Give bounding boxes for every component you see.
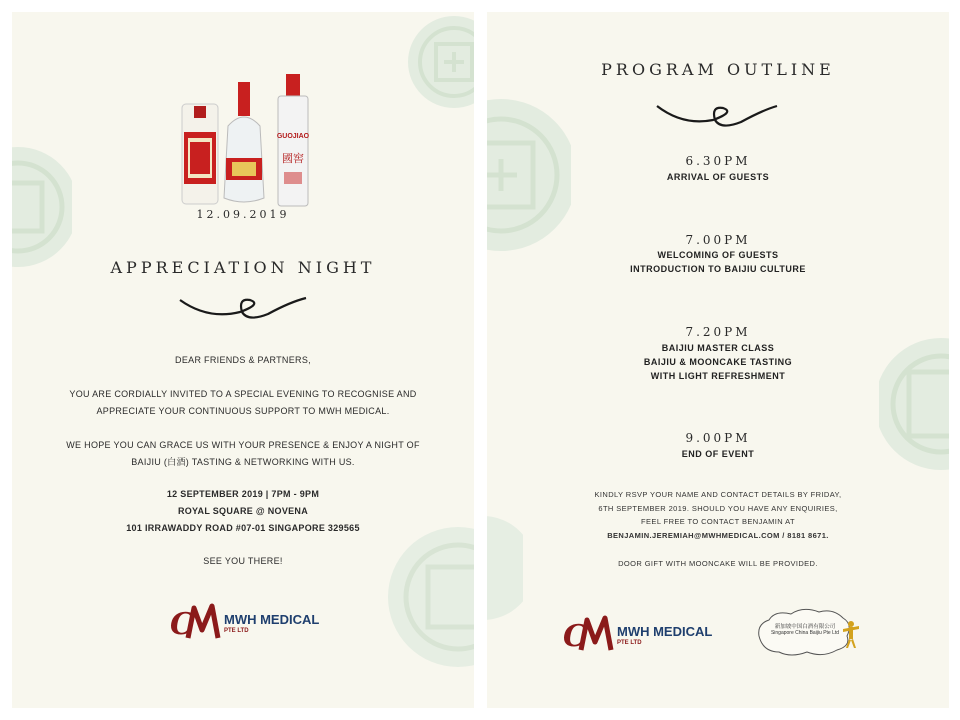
svg-text:C: C bbox=[170, 607, 194, 642]
partner-logo-en: Singapore China Baijiu Pte Ltd bbox=[770, 630, 840, 636]
invite-paragraph-line-1: YOU ARE CORDIALLY INVITED TO A SPECIAL EVENING TO RECOGNISE AND bbox=[69, 389, 417, 399]
mwh-logo-brand: MWH MEDICAL bbox=[617, 624, 713, 639]
schedule-item: INTRODUCTION TO BAIJIU CULTURE bbox=[630, 264, 806, 274]
partner-logo-cn: 新加坡中国白酒有限公司 bbox=[774, 624, 836, 630]
schedule-item: ARRIVAL OF GUESTS bbox=[666, 172, 770, 182]
singapore-china-baijiu-logo bbox=[753, 602, 867, 662]
rsvp-line-1: KINDLY RSVP YOUR NAME AND CONTACT DETAILS BY FRIDAY, bbox=[594, 490, 842, 499]
schedule-time: 7.00PM bbox=[685, 233, 751, 247]
event-address: 101 IRRAWADDY ROAD #07-01 SINGAPORE 329565 bbox=[126, 523, 360, 533]
bottle-label-cn: 國窖 bbox=[282, 152, 304, 165]
program-card bbox=[487, 12, 949, 708]
mwh-logo-mark-icon bbox=[168, 600, 230, 646]
schedule-item: WELCOMING OF GUESTS bbox=[657, 250, 779, 260]
rsvp-line-3: FEEL FREE TO CONTACT BENJAMIN AT bbox=[641, 517, 795, 526]
rsvp-line-2: 6TH SEPTEMBER 2019. SHOULD YOU HAVE ANY ENQUIRIES, bbox=[598, 503, 838, 513]
bottle-label-en: GUOJIAO bbox=[276, 133, 310, 140]
event-venue: ROYAL SQUARE @ NOVENA bbox=[177, 506, 309, 516]
schedule-item: BAIJIU & MOONCAKE TASTING bbox=[643, 357, 793, 367]
schedule-time: 7.20PM bbox=[685, 325, 751, 339]
event-when: 12 SEPTEMBER 2019 | 7PM - 9PM bbox=[166, 489, 320, 499]
mwh-logo-sub: PTE LTD bbox=[224, 628, 249, 634]
closing-text: SEE YOU THERE! bbox=[203, 556, 283, 566]
mwh-logo-brand: MWH MEDICAL bbox=[224, 612, 320, 627]
door-gift-note: DOOR GIFT WITH MOONCAKE WILL BE PROVIDED. bbox=[618, 559, 818, 568]
baijiu-bottles-image bbox=[176, 74, 316, 208]
page-title: PROGRAM OUTLINE bbox=[601, 60, 835, 79]
rsvp-block bbox=[487, 488, 949, 542]
invitation-card bbox=[12, 12, 474, 708]
guojiao-bottle bbox=[277, 74, 310, 206]
ribbon-divider-icon bbox=[655, 100, 779, 130]
mwh-medical-logo bbox=[168, 600, 328, 646]
event-date: 12.09.2019 bbox=[196, 208, 290, 221]
schedule-time: 6.30PM bbox=[685, 154, 751, 168]
schedule-time: 9.00PM bbox=[685, 431, 751, 445]
schedule-item: BAIJIU MASTER CLASS bbox=[661, 343, 775, 353]
hope-paragraph-line-2: BAIJIU (白酒) TASTING & NETWORKING WITH US. bbox=[131, 457, 355, 467]
schedule-item: WITH LIGHT REFRESHMENT bbox=[650, 371, 786, 381]
mwh-logo-mark-icon bbox=[561, 612, 623, 658]
svg-text:C: C bbox=[563, 619, 587, 654]
mooncake-decoration-top-right bbox=[404, 12, 474, 120]
mooncake-decoration-bottom-right bbox=[388, 512, 474, 682]
ribbon-divider-icon bbox=[178, 292, 308, 322]
schedule-item: END OF EVENT bbox=[681, 449, 755, 459]
greeting: DEAR FRIENDS & PARTNERS, bbox=[175, 355, 311, 365]
wuliangye-bottle bbox=[224, 82, 264, 202]
page-title: APPRECIATION NIGHT bbox=[110, 258, 376, 277]
mwh-medical-logo bbox=[561, 612, 721, 658]
hope-paragraph-line-1: WE HOPE YOU CAN GRACE US WITH YOUR PRESENCE & ENJOY A NIGHT OF bbox=[66, 440, 420, 450]
rsvp-contact: BENJAMIN.JEREMIAH@MWHMEDICAL.COM / 8181 8671. bbox=[607, 530, 829, 540]
moutai-bottle bbox=[182, 104, 218, 204]
invite-paragraph-line-2: APPRECIATE YOUR CONTINUOUS SUPPORT TO MWH MEDICAL. bbox=[96, 406, 390, 416]
mwh-logo-sub: PTE LTD bbox=[617, 640, 642, 646]
